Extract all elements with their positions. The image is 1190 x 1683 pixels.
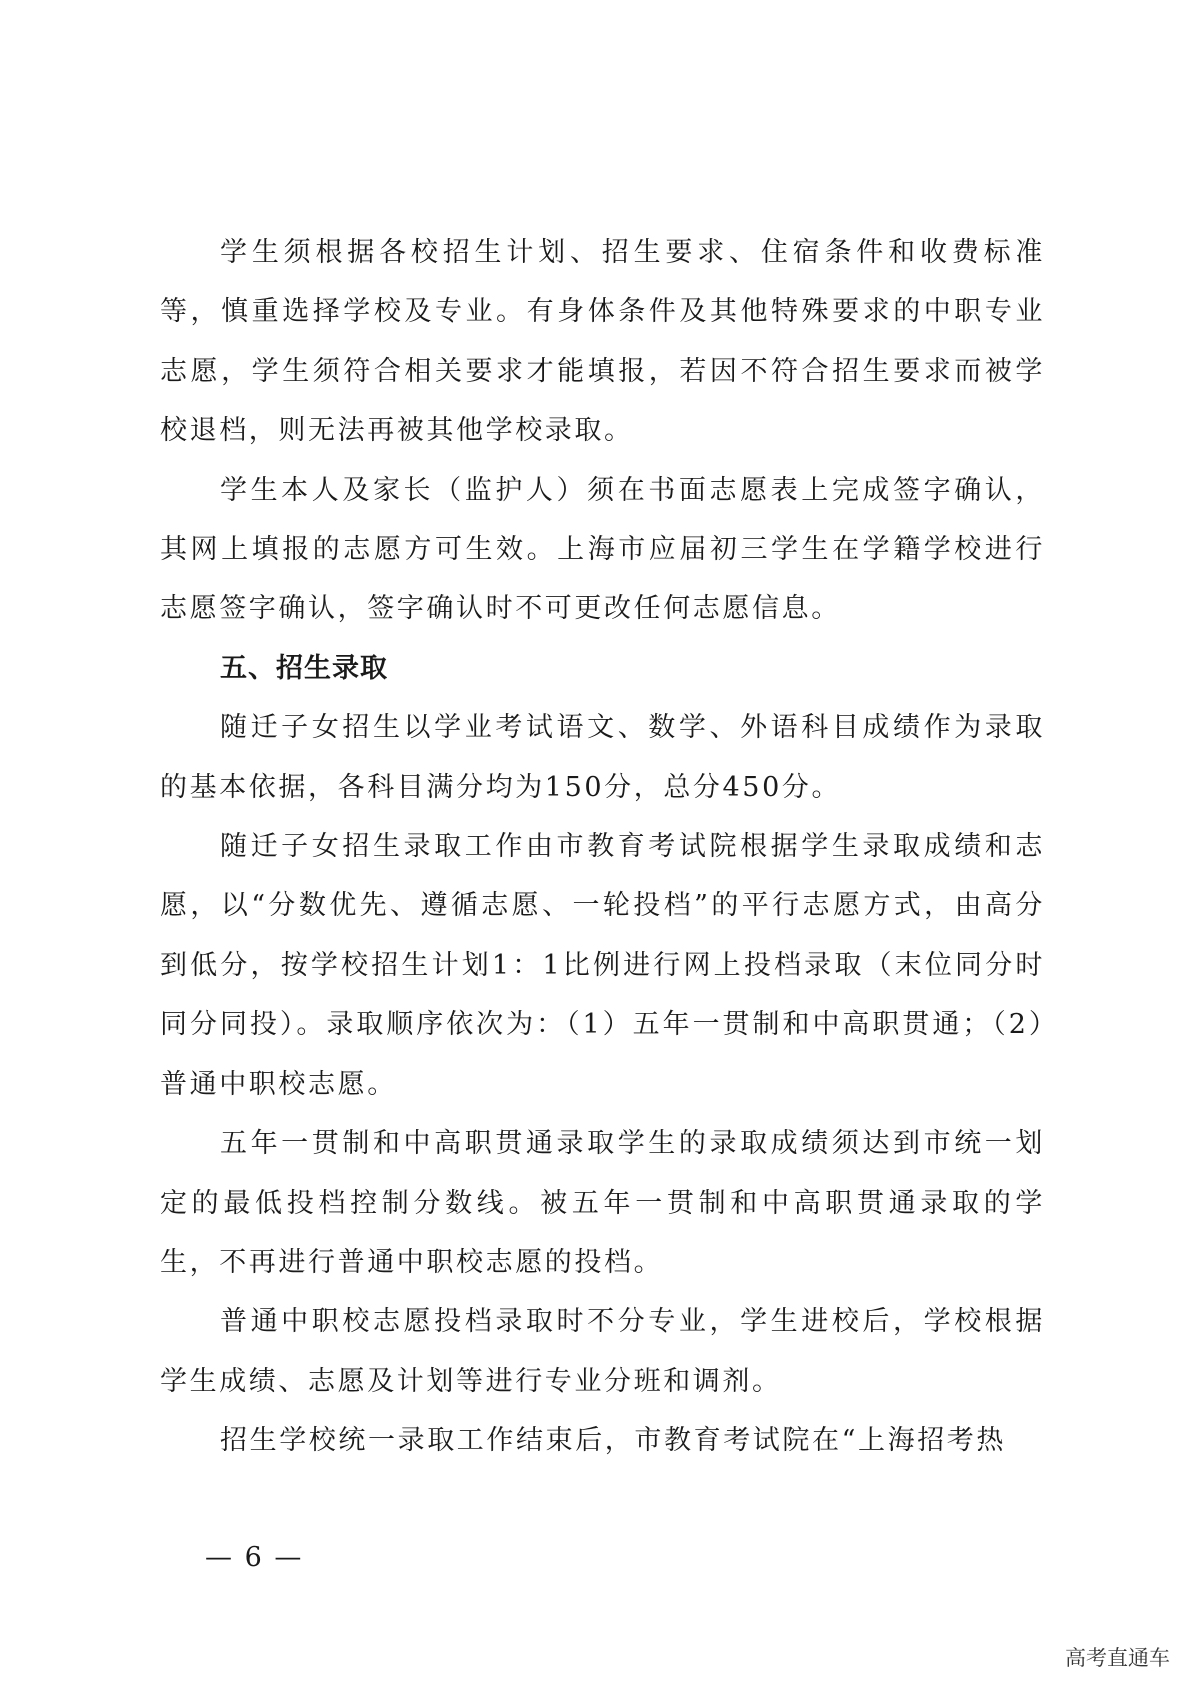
paragraph-admission-process: 随迁子女招生录取工作由市教育考试院根据学生录取成绩和志愿，以“分数优先、遵循志愿、一轮投档”的平行志愿方式，由高分到低分，按学校招生计划1：1比例进行网上投档录取（末位同分时同分同投）。录取顺序依次为：（1）五年一贯制和中高职贯通；（2）普通中职校志愿。	[160, 831, 1045, 1100]
paragraph-signature-confirmation: 学生本人及家长（监护人）须在书面志愿表上完成签字确认，其网上填报的志愿方可生效。上海市应届初三学生在学籍学校进行志愿签字确认，签字确认时不可更改任何志愿信息。	[160, 474, 1045, 625]
document-body	[160, 223, 1045, 1471]
paragraph-major-assignment: 普通中职校志愿投档录取时不分专业，学生进校后，学校根据学生成绩、志愿及计划等进行专业分班和调剂。	[160, 1306, 1045, 1397]
paragraph-admission-basis: 随迁子女招生以学业考试语文、数学、外语科目成绩作为录取的基本依据，各科目满分均为150分，总分450分。	[160, 712, 1045, 803]
paragraph-school-selection: 学生须根据各校招生计划、招生要求、住宿条件和收费标准等，慎重选择学校及专业。有身体条件及其他特殊要求的中职专业志愿，学生须符合相关要求才能填报，若因不符合招生要求而被学校退档，则无法再被其他学校录取。	[160, 237, 1045, 447]
section-heading: 五、招生录取	[220, 652, 388, 684]
watermark-text: 高考直通车	[1065, 1646, 1170, 1670]
paragraph-score-threshold: 五年一贯制和中高职贯通录取学生的录取成绩须达到市统一划定的最低投档控制分数线。被五年一贯制和中高职贯通录取的学生，不再进行普通中职校志愿的投档。	[160, 1128, 1045, 1278]
paragraph-after-admission: 招生学校统一录取工作结束后，市教育考试院在“上海招考热	[220, 1425, 1007, 1457]
page-number: — 6 —	[205, 1542, 304, 1573]
